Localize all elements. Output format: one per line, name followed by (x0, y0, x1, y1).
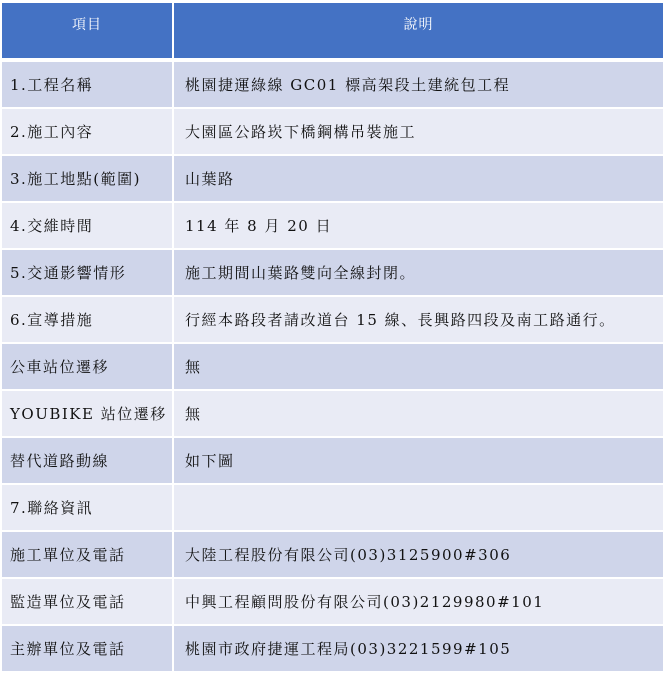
row-item: YOUBIKE 站位遷移 (2, 391, 174, 438)
table-row (2, 391, 663, 438)
table-row (2, 250, 663, 297)
header-description: 說明 (174, 3, 663, 58)
row-description (174, 485, 663, 532)
row-description: 施工期間山葉路雙向全線封閉。 (174, 250, 663, 297)
row-description: 大陸工程股份有限公司(03)3125900#306 (174, 532, 663, 579)
row-item: 7.聯絡資訊 (2, 485, 174, 532)
table-row (2, 532, 663, 579)
traffic-notice-table (2, 3, 663, 673)
row-item: 3.施工地點(範圍) (2, 156, 174, 203)
row-item: 4.交維時間 (2, 203, 174, 250)
row-item: 公車站位遷移 (2, 344, 174, 391)
row-description: 行經本路段者請改道台 15 線、長興路四段及南工路通行。 (174, 297, 663, 344)
header-item: 項目 (2, 3, 174, 58)
row-description: 中興工程顧問股份有限公司(03)2129980#101 (174, 579, 663, 626)
row-description: 桃園市政府捷運工程局(03)3221599#105 (174, 626, 663, 673)
row-item: 替代道路動線 (2, 438, 174, 485)
row-description: 無 (174, 344, 663, 391)
table-header-row (2, 3, 663, 58)
table-row (2, 438, 663, 485)
table-row (2, 344, 663, 391)
row-description: 114 年 8 月 20 日 (174, 203, 663, 250)
row-item: 6.宣導措施 (2, 297, 174, 344)
table-row (2, 297, 663, 344)
row-description: 無 (174, 391, 663, 438)
table-row (2, 203, 663, 250)
row-description: 大園區公路崁下橋鋼構吊裝施工 (174, 109, 663, 156)
row-item: 監造單位及電話 (2, 579, 174, 626)
row-item: 2.施工內容 (2, 109, 174, 156)
table-row (2, 626, 663, 673)
traffic-notice-table-wrapper (2, 3, 663, 679)
table-row (2, 485, 663, 532)
row-description: 桃園捷運綠線 GC01 標高架段土建統包工程 (174, 62, 663, 109)
table-row (2, 579, 663, 626)
row-item: 1.工程名稱 (2, 62, 174, 109)
table-row (2, 62, 663, 109)
row-item: 主辦單位及電話 (2, 626, 174, 673)
table-row (2, 156, 663, 203)
row-item: 施工單位及電話 (2, 532, 174, 579)
row-description: 如下圖 (174, 438, 663, 485)
row-item: 5.交通影響情形 (2, 250, 174, 297)
row-description: 山葉路 (174, 156, 663, 203)
table-row (2, 109, 663, 156)
